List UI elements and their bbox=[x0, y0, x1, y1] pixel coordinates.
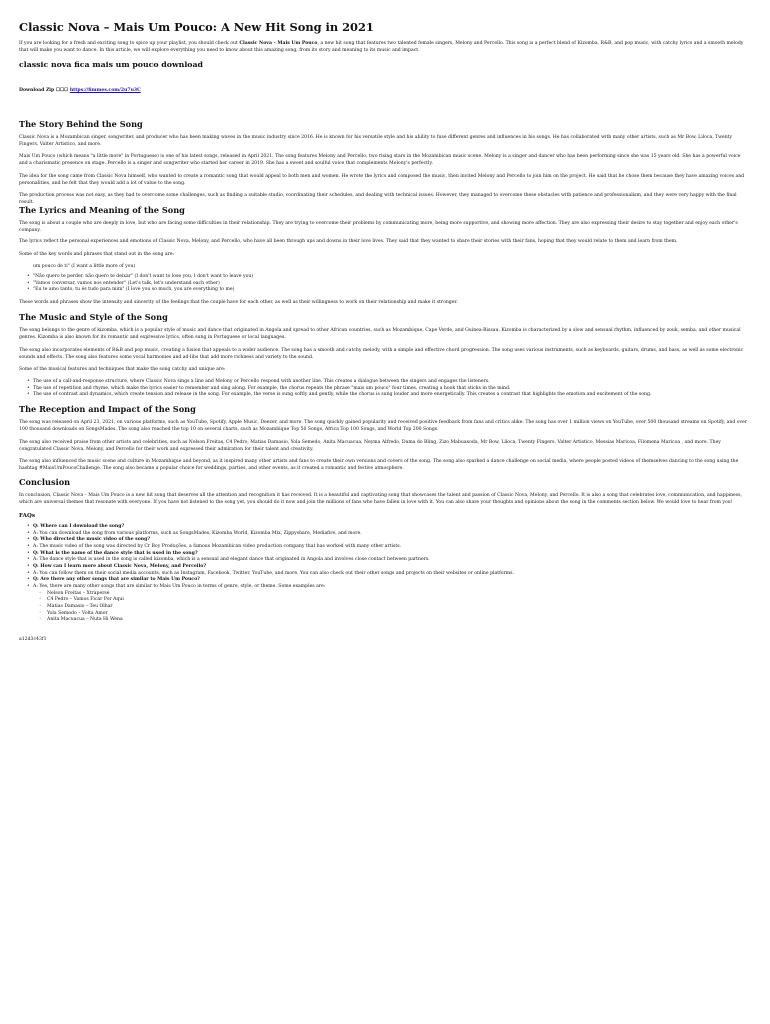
faq-question bbox=[19, 537, 749, 544]
faq-answer bbox=[19, 584, 749, 624]
intro-paragraph bbox=[19, 41, 749, 54]
faq-answer: • A: You can follow them on their social media accounts, such as Instagram, Facebook, Twitter, YouTube, and more. You can also check out their other songs and projects on their websites or online platforms. bbox=[19, 571, 749, 578]
list-item: ◦ C4 Pedro – Vamos Ficar Por Aqui bbox=[33, 597, 749, 604]
list-item: • "Não quero te perder, não quero te deixar" (I don't want to lose you, I don't want to leave you) bbox=[19, 274, 749, 281]
conclusion-paragraph: In conclusion, Classic Nova – Mais Um Pouco is a new hit song that deserves all the attention and recognition it has received. It is a beautiful and captivating song that showcases the talent and passion of Classic Nova, Melony, and Percello. It is also a song that celebrates love, communication, and happiness, which are universal themes that resonate with everyone. If you have not listened to the song yet, you should do it now and join the millions of fans who have fallen in love with it. You can also share your thoughts and opinions about the song in the comments section below. We would love to hear from you! bbox=[19, 493, 742, 505]
lyrics-quote: um pouco de ti" (I want a little more of you) bbox=[33, 264, 136, 269]
lyrics-paragraph-1: The song is about a couple who are deeply in love, but who are facing some difficulties in their relationship. They are trying to overcome their problems by communicating more, being more supportive, and showing more affection. They are also expressing their desire to stay together and enjoy each other's company. bbox=[19, 221, 738, 233]
story-paragraph-4: The production process was not easy, as they had to overcome some challenges, such as finding a suitable studio, coordinating their schedules, and dealing with technical issues. However, they managed to overcome these obstacles with patience and professionalism, and they were very happy with the final result. bbox=[19, 193, 737, 205]
similar-songs-list bbox=[33, 591, 749, 624]
faq-answer: • A: The dance style that is used in the song is called kizomba, which is a sensual and elegant dance that originated in Angola and involves close contact between partners. bbox=[19, 557, 749, 564]
lyrics-heading: The Lyrics and Meaning of the Song bbox=[19, 205, 185, 215]
reception-heading: The Reception and Impact of the Song bbox=[19, 404, 196, 414]
intro-text-end: , a new hit song that features two talented female singers, Melony and Percello. This song is a perfect blend of Kizomba, R&B, and pop music, with catchy lyrics and a smooth melody that will make you want to dance. In this article, we will explore everything you need to know about this amazing song, from its story and meaning to its music and impact. bbox=[19, 41, 744, 53]
lyrics-phrase-list bbox=[19, 274, 749, 294]
faq-answer: • A: You can download the song from various platforms, such as SongsMades, Kizomba World, Kizomba Mix, Zippyshare, Mediafire, and more. bbox=[19, 531, 749, 538]
faq-answer: • A: The music video of the song was directed by Cr Boy Produções, a famous Mozambican video production company that has worked with many other artists. bbox=[19, 544, 749, 551]
story-paragraph-3: The idea for the song came from Classic Nova himself, who wanted to create a romantic song that would appeal to both men and women. He wrote the lyrics and composed the music, then invited Melony and Percello to join him on the project. He said that he chose them because they have amazing voices and personalities, and he felt that they would add a lot of value to the song. bbox=[19, 174, 745, 186]
list-item: • "Vamos conversar, vamos nos entender" (Let's talk, let's understand each other) bbox=[19, 281, 749, 288]
faq-list bbox=[19, 524, 749, 624]
download-subheading: classic nova fica mais um pouco download bbox=[19, 60, 203, 69]
faq-question-text: Q: Are there any other songs that are similar to Mais Um Pouco? bbox=[33, 577, 200, 583]
faq-question-text: Q: What is the name of the dance style that is used in the song? bbox=[33, 550, 198, 556]
lyrics-paragraph-3: Some of the key words and phrases that stand out in the song are: bbox=[19, 252, 175, 257]
page-hash: a12d3c43f1 bbox=[19, 636, 47, 642]
reception-paragraph-2: The song also received praise from other artists and celebrities, such as Nelson Freitas, C4 Pedro, Matias Damasio, Yola Semedo, Anita Macuacua, Neyma Alfredo, Dama do Bling, Zizo Mabuaxoda, Mr Bow, Liloca, Twenty Fingers, Valter Artistico, Messias Maricoa, Filomena Maricoa , and more. They congratulated Classic Nova, Melony, and Percello for their work and expressed their admiration for their talent and creativity. bbox=[19, 440, 721, 452]
article-title: Classic Nova – Mais Um Pouco: A New Hit Song in 2021 bbox=[19, 20, 374, 34]
faqs-heading: FAQs bbox=[19, 513, 36, 519]
faq-question bbox=[19, 577, 749, 584]
list-item: ◦ Anita Macuacua – Nuta Hi Wena bbox=[33, 617, 749, 624]
faq-question bbox=[19, 524, 749, 531]
list-item: • The use of contrast and dynamics, which create tension and release in the song. For example, the verse is sung softly and gently, while the chorus is sung louder and more energetically. This creates a contrast that highlights the emotion and excitement of the song. bbox=[19, 392, 749, 399]
story-paragraph-2: Mais Um Pouco (which means "a little more" in Portuguese) is one of his latest songs, released in April 2021. The song features Melony and Percello, two rising stars in the Mozambican music scene. Melony is a singer and dancer who has been performing since she was 15 years old. She has a powerful voice and a charismatic presence on stage. Percello is a singer and songwriter who started her career in 2019. She has a sweet and soulful voice that complements Melony's perfectly. bbox=[19, 154, 741, 166]
list-item: • The use of repetition and rhyme, which make the lyrics easier to remember and sing along. For example, the chorus repeats the phrase "mais um pouco" four times, creating a hook that sticks in the mind. bbox=[19, 386, 749, 393]
intro-text-start: If you are looking for a fresh and exciting song to spice up your playlist, you should check out bbox=[19, 41, 240, 46]
list-item: • "Eu te amo tanto, tu és tudo para mim" (I love you so much, you are everything to me) bbox=[19, 287, 749, 294]
list-item: ◦ Matias Damasio – Teu Olhar bbox=[33, 604, 749, 611]
lyrics-paragraph-4: These words and phrases show the intensity and sincerity of the feelings that the couple have for each other, as well as their willingness to work on their relationship and make it stronger. bbox=[19, 300, 458, 305]
story-paragraph-1: Classic Nova is a Mozambican singer, songwriter, and producer who has been making waves in the music industry since 2016. He is known for his versatile style and his ability to fuse different genres and influences in his songs. He has collaborated with many other artists, such as Mr Bow, Liloca, Twenty Fingers, Valter Artistico, and more. bbox=[19, 135, 733, 147]
faq-question-text: Q: Who directed the music video of the song? bbox=[33, 537, 151, 543]
music-feature-list bbox=[19, 379, 749, 399]
faq-question-text: Q: How can I learn more about Classic Nova, Melony, and Percello? bbox=[33, 563, 207, 569]
list-item: ◦ Nelson Freitas – Xtrapersé bbox=[33, 591, 749, 598]
faq-answer-text: A: Yes, there are many other songs that are similar to Mais Um Pouco in terms of genre, style, or theme. Some examples are: bbox=[33, 583, 326, 589]
music-paragraph-3: Some of the musical features and techniques that make the song catchy and unique are: bbox=[19, 367, 226, 372]
conclusion-heading: Conclusion bbox=[19, 477, 71, 487]
list-item: • The use of a call-and-response structure, where Classic Nova sings a line and Melony or Percello respond with another line. This creates a dialogue between the singers and engages the listeners. bbox=[19, 379, 749, 386]
faq-question-text: Q: Where can I download the song? bbox=[33, 524, 125, 529]
story-heading: The Story Behind the Song bbox=[19, 119, 143, 129]
music-paragraph-1: The song belongs to the genre of kizomba, which is a popular style of music and dance that originated in Angola and spread to other African countries, such as Mozambique, Cape Verde, and Guinea-Bissau. Kizomba is characterized by a slow and sensual rhythm, influenced by zouk, semba, and other musical genres. Kizomba is also known for its romantic and expressive lyrics, often sung in Portuguese or local languages. bbox=[19, 328, 741, 340]
reception-paragraph-3: The song also influenced the music scene and culture in Mozambique and beyond, as it inspired many other artists and fans to create their own versions and covers of the song. The song also sparked a dance challenge on social media, where people posted videos of themselves dancing to the song using the hashtag #MaisUmPoucoChallenge. The song also became a popular choice for weddings, parties, and other events, as it created a romantic and festive atmosphere. bbox=[19, 459, 739, 471]
reception-paragraph-1: The song was released on April 23, 2021, on various platforms, such as YouTube, Spotify, Apple Music, Deezer, and more. The song quickly gained popularity and received positive feedback from fans and critics alike. The song has over 1 million views on YouTube, over 500 thousand streams on Spotify, and over 100 thousand downloads on SongsMades. The song also reached the top 10 on several charts, such as Mozambique Top 50 Songs, Africa Top 100 Songs, and World Top 200 Songs. bbox=[19, 420, 748, 432]
download-line bbox=[19, 88, 749, 95]
lyrics-paragraph-2: The lyrics reflect the personal experiences and emotions of Classic Nova, Melony, and Percello, who have all been through ups and downs in their love lives. They said that they wanted to share their stories with their fans, hoping that they would relate to them and learn from them. bbox=[19, 239, 678, 244]
download-label: Download Zip ☐☐☐ bbox=[19, 88, 69, 93]
music-heading: The Music and Style of the Song bbox=[19, 312, 168, 322]
music-paragraph-2: The song also incorporates elements of R&B and pop music, creating a fusion that appeals to a wider audience. The song has a smooth and catchy melody, with a simple and effective chord progression. The song uses various instruments, such as keyboards, guitars, drums, and bass, as well as some electronic sounds and effects. The song also features some vocal harmonies and ad-libs that add more richness and variety to the sound. bbox=[19, 348, 744, 360]
intro-song-name: Classic Nova – Mais Um Pouco bbox=[239, 41, 318, 46]
faq-question bbox=[19, 564, 749, 571]
list-item: ◦ Yola Semedo – Volta Amor bbox=[33, 611, 749, 618]
download-link[interactable]: https://fimmes.com/2u7u3C bbox=[69, 88, 141, 93]
